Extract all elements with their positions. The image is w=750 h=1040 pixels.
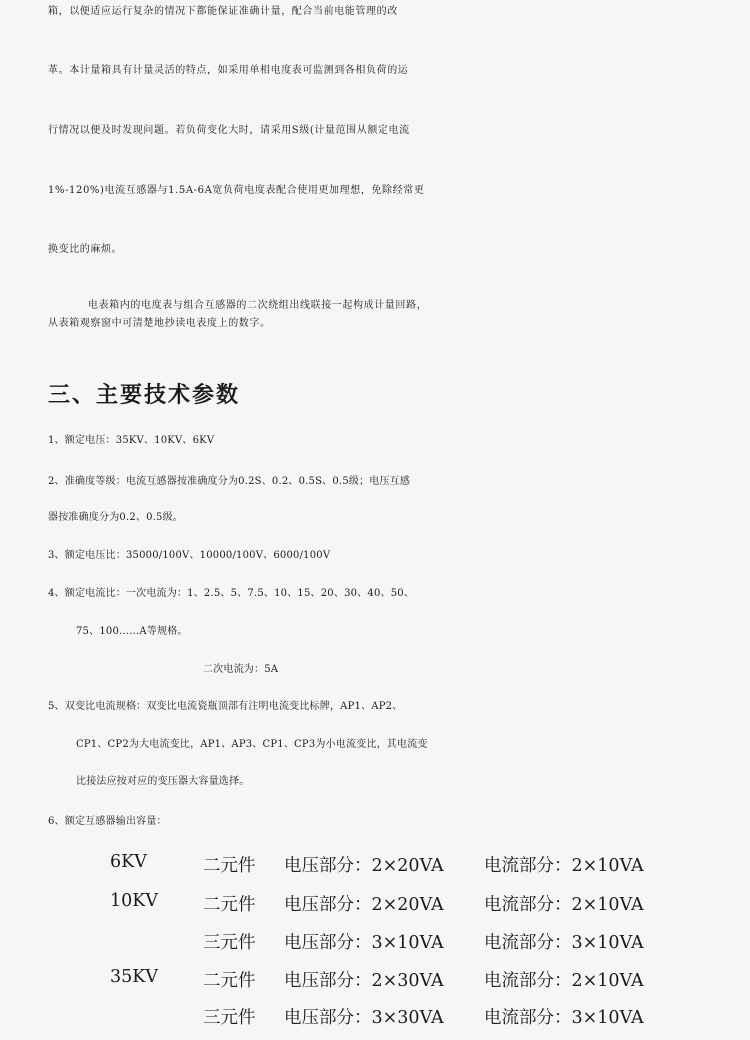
- current-part-cell: 电流部分：3×10VA: [484, 1008, 644, 1028]
- capacity-row: [0, 891, 750, 919]
- elements-cell: 二元件: [203, 856, 256, 876]
- section-heading: 三、主要技术参数: [48, 383, 241, 408]
- voltage-part-cell: 电压部分：3×10VA: [284, 933, 444, 953]
- elements-cell: 二元件: [203, 971, 256, 991]
- spec-item: 比接法应按对应的变压器大容量选择。: [76, 776, 250, 787]
- spec-item: 1、额定电压：35KV、10KV、6KV: [48, 435, 215, 446]
- capacity-row: [0, 929, 750, 957]
- intro-line: 换变比的麻烦。: [48, 244, 123, 255]
- intro-line: 1%-120%)电流互感器与1.5A-6A宽负荷电度表配合使用更加理想，免除经常更: [48, 185, 425, 196]
- spec-item: CP1、CP2为大电流变比，AP1、AP3、CP1、CP3为小电流变比，其电流变: [76, 739, 428, 750]
- intro-line: 行情况以便及时发现问题。若负荷变化大时，请采用S级(计量范围从额定电流: [48, 125, 410, 136]
- spec-item: 2、准确度等级：电流互感器按准确度分为0.2S、0.2、0.5S、0.5级；电压互感: [48, 476, 411, 487]
- voltage-cell: 10KV: [110, 891, 158, 911]
- elements-cell: 二元件: [203, 895, 256, 915]
- intro-line: 革。本计量箱具有计量灵活的特点，如采用单相电度表可监测到各相负荷的运: [48, 65, 409, 76]
- spec-item: 3、额定电压比：35000/100V、10000/100V、6000/100V: [48, 550, 331, 561]
- voltage-part-cell: 电压部分：2×30VA: [284, 971, 444, 991]
- voltage-part-cell: 电压部分：2×20VA: [284, 856, 444, 876]
- spec-item: 5、双变比电流规格：双变比电流瓷瓶顶部有注明电流变比标牌，AP1、AP2、: [48, 701, 403, 712]
- spec-item: 75、100……A等规格。: [76, 626, 188, 637]
- spec-item: 二次电流为：5A: [203, 664, 279, 675]
- capacity-row: [0, 967, 750, 995]
- voltage-part-cell: 电压部分：2×20VA: [284, 895, 444, 915]
- current-part-cell: 电流部分：2×10VA: [484, 971, 644, 991]
- current-part-cell: 电流部分：2×10VA: [484, 856, 644, 876]
- spec-item: 4、额定电流比：一次电流为：1、2.5、5、7.5、10、15、20、30、40、50、: [48, 588, 415, 599]
- intro-line: 从表箱观察窗中可清楚地抄读电表度上的数字。: [48, 318, 271, 329]
- elements-cell: 三元件: [203, 1008, 256, 1028]
- voltage-cell: 35KV: [110, 967, 158, 987]
- spec-item: 6、额定互感器输出容量：: [48, 816, 167, 827]
- capacity-row: [0, 852, 750, 880]
- intro-line: 箱，以便适应运行复杂的情况下都能保证准确计量，配合当前电能管理的改: [48, 6, 398, 17]
- elements-cell: 三元件: [203, 933, 256, 953]
- capacity-row: [0, 1004, 750, 1032]
- current-part-cell: 电流部分：3×10VA: [484, 933, 644, 953]
- voltage-part-cell: 电压部分：3×30VA: [284, 1008, 444, 1028]
- voltage-cell: 6KV: [110, 852, 147, 872]
- spec-item: 器按准确度分为0.2、0.5级。: [48, 512, 184, 523]
- intro-line: 电表箱内的电度表与组合互感器的二次绕组出线联接一起构成计量回路，: [88, 300, 428, 311]
- current-part-cell: 电流部分：2×10VA: [484, 895, 644, 915]
